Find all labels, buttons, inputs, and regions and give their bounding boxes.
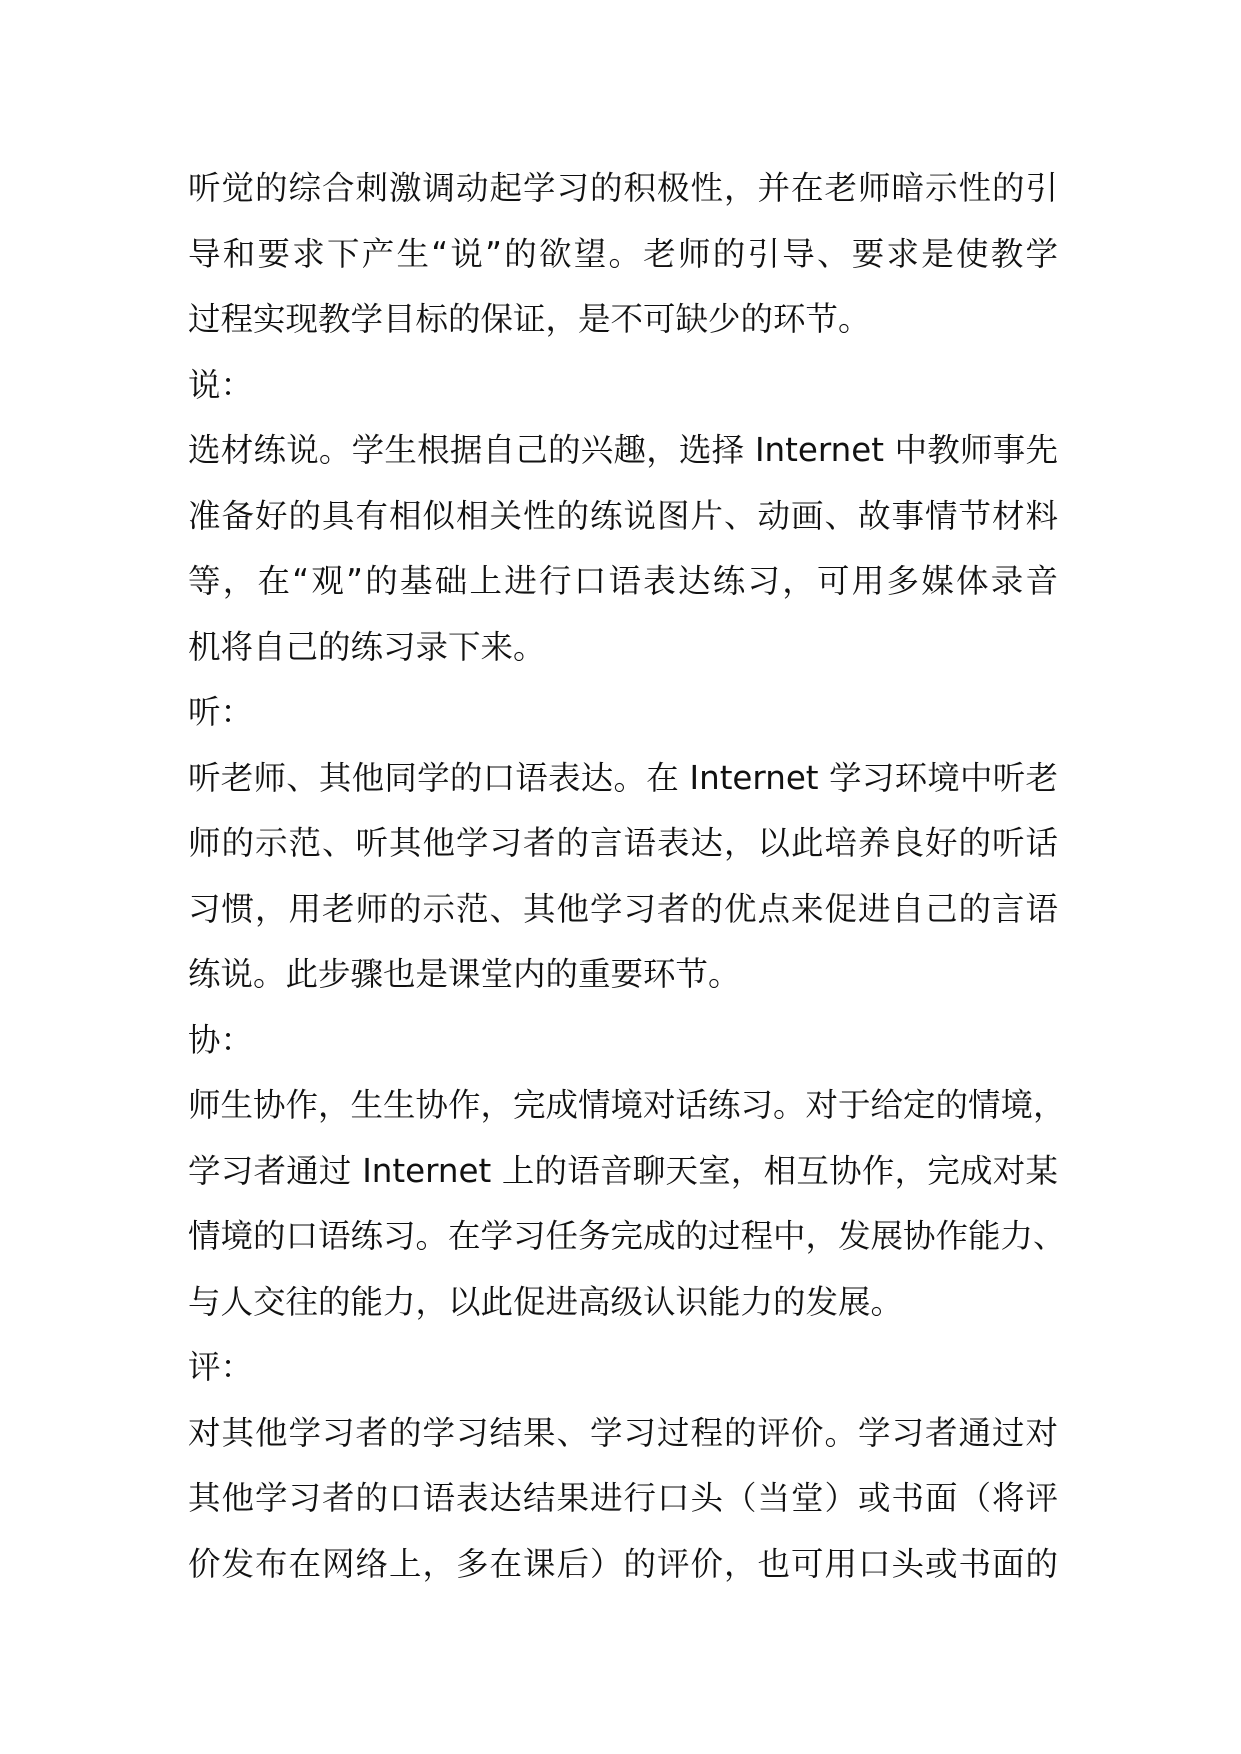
paragraph-line: 听老师、其他同学的口语表达。在 Internet 学习环境中听老 [188,758,1058,797]
paragraph-line: 导和要求下产生“说”的欲望。老师的引导、要求是使教学 [188,234,1058,273]
paragraph-line: 准备好的具有相似相关性的练说图片、动画、故事情节材料 [188,496,1058,535]
paragraph-line: 师的示范、听其他学习者的言语表达，以此培养良好的听话 [188,824,1058,862]
section-heading-shuo: 说： [188,365,254,404]
paragraph-line: 其他学习者的口语表达结果进行口头（当堂）或书面（将评 [188,1479,1058,1517]
paragraph-line: 对其他学习者的学习结果、学习过程的评价。学习者通过对 [188,1413,1058,1452]
paragraph-line: 练说。此步骤也是课堂内的重要环节。 [188,955,741,993]
section-heading-ting: 听： [188,693,254,731]
paragraph-line: 与人交往的能力，以此促进高级认识能力的发展。 [188,1282,904,1321]
paragraph-line: 听觉的综合刺激调动起学习的积极性，并在老师暗示性的引 [188,169,1058,207]
paragraph-line: 选材练说。学生根据自己的兴趣，选择 Internet 中教师事先 [188,431,1058,469]
paragraph-line: 价发布在网络上，多在课后）的评价，也可用口头或书面的 [188,1544,1058,1583]
paragraph-line: 过程实现教学目标的保证，是不可缺少的环节。 [188,300,871,338]
document-body [188,156,1066,1597]
paragraph-line: 机将自己的练习录下来。 [188,627,546,666]
section-heading-xie: 协： [188,1020,254,1059]
paragraph-line: 等，在“观”的基础上进行口语表达练习，可用多媒体录音 [188,562,1058,600]
paragraph-line: 情境的口语练习。在学习任务完成的过程中，发展协作能力、 [188,1217,1066,1255]
paragraph-line: 师生协作，生生协作，完成情境对话练习。对于给定的情境， [188,1086,1066,1124]
section-heading-ping: 评： [188,1348,254,1386]
paragraph-line: 习惯，用老师的示范、其他学习者的优点来促进自己的言语 [188,889,1058,928]
paragraph-line: 学习者通过 Internet 上的语音聊天室，相互协作，完成对某 [188,1151,1058,1190]
